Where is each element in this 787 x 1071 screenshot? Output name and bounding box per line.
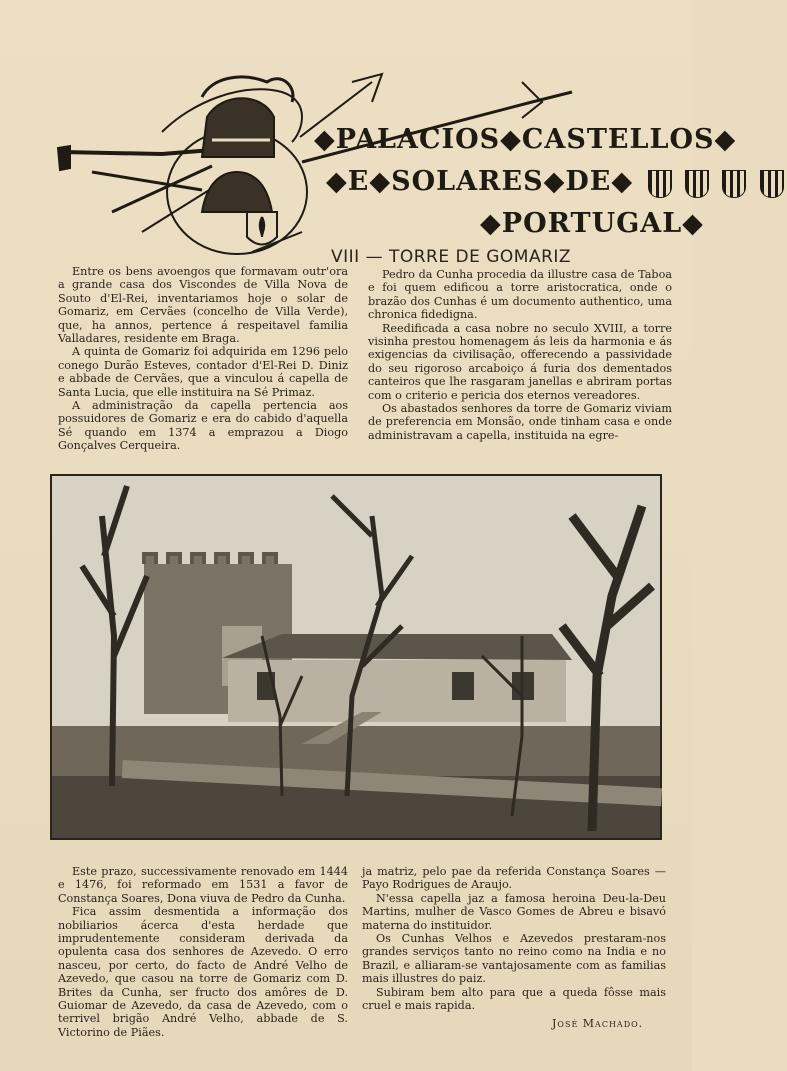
paragraph: Fica assim desmentida a informação dos nobiliarios ácerca d'esta herdade que imprudentemente consideram derivada da opulenta casa dos senhores de Azevedo. O erro nasceu, por certo, do facto de André Velho de Azevedo, que casou na torre de Gomariz com D. Brites da Cunha, ser fructo dos amôres de D. Guiomar de Azevedo, da casa de Azevedo, com o terrivel brigão André Velho, abbade de S. Victorino de Piães. (58, 905, 348, 1039)
column-bottom-left (58, 865, 348, 1039)
author-signature: José Machado. (552, 1017, 644, 1030)
shield-icon (722, 170, 746, 198)
title-line-1: ◆PALACIOS◆CASTELLOS◆ (314, 124, 737, 155)
column-top-left (58, 265, 348, 453)
paragraph: Entre os bens avoengos que formavam outr'ora a grande casa dos Viscondes de Villa Nova de Souto d'El-Rei, inventariamos hoje o solar de Gomariz, em Cervães (concelho de Villa Verde), que, ha annos, pertence á respeitavel familia Valladares, residente em Braga. (58, 265, 348, 346)
paragraph: Os Cunhas Velhos e Azevedos prestaram-nos grandes serviços tanto no reino como na India e no Brazil, e alliaram-se vantajosamente com as familias mais illustres do paiz. (362, 932, 666, 986)
paragraph: A administração da capella pertencia aos possuidores de Gomariz e era do cabido d'aquella Sé quando em 1374 a emprazou a Diogo Gonçalves Cerqueira. (58, 399, 348, 453)
paragraph: N'essa capella jaz a famosa heroina Deu-la-Deu Martins, mulher de Vasco Gomes de Abreu e bisavó materna do instituidor. (362, 891, 666, 932)
paragraph: Pedro da Cunha procedia da illustre casa de Taboa e foi quem edificou a torre aristocratica, onde o brazão dos Cunhas é um documento authentico, uma chronica fidedigna. (368, 268, 672, 322)
column-top-right (368, 268, 672, 442)
paragraph: A quinta de Gomariz foi adquirida em 1296 pelo conego Durão Esteves, contador d'El-Rei D. Diniz e abbade de Cervães, que a vinculou á capella de Santa Lucia, que elle instituira na Sé Primaz. (58, 345, 348, 399)
title-line-2-text: ◆E◆SOLARES◆DE◆ (326, 166, 634, 197)
photo-illustration (52, 476, 660, 838)
paragraph: Reedificada a casa nobre no seculo XVIII, a torre visinha prestou homenagem ás leis da harmonia e ás exigencias da civilisação, offerecendo a passividade do seu rigoroso arcaboiço á furia dos dementados canteiros que lhe rasgaram janellas e abriram portas com o criterio e pericia dos eternos vereadores. (368, 321, 672, 402)
paragraph: Este prazo, successivamente renovado em 1444 e 1476, foi reformado em 1531 a favor de Constança Soares, Dona viuva de Pedro da Cunha. (58, 865, 348, 905)
header-title-block (52, 62, 737, 262)
title-line-2 (326, 166, 787, 198)
coat-of-arms-icons (648, 167, 787, 198)
column-bottom-right (362, 865, 666, 1012)
shield-icon (685, 170, 709, 198)
shield-icon (648, 170, 672, 198)
title-line-3: ◆PORTUGAL◆ (480, 208, 704, 239)
tower-and-manor-house-photo (50, 474, 662, 840)
paragraph: Subiram bem alto para que a queda fôsse mais cruel e mais rapida. (362, 985, 666, 1013)
article-subtitle: VIII — TORRE DE GOMARIZ (331, 247, 572, 267)
shield-icon (760, 170, 784, 198)
paragraph: Os abastados senhores da torre de Gomariz viviam de preferencia em Monsão, onde tinham casa e onde administravam a capella, instituida na egre- (368, 402, 672, 442)
paragraph: ja matriz, pelo pae da referida Constança Soares — Payo Rodrigues de Araujo. (362, 865, 666, 892)
